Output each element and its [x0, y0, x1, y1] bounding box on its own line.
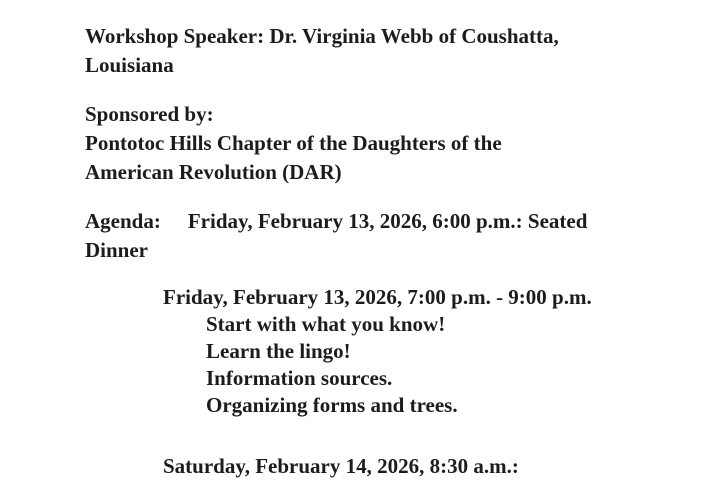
- session-topic: Learn the lingo!: [206, 339, 351, 363]
- next-session-heading: Saturday, February 14, 2026, 8:30 a.m.:: [163, 454, 519, 478]
- session-heading: Friday, February 13, 2026, 7:00 p.m. - 9:00 p.m.: [163, 285, 592, 309]
- speaker-line-continued: Louisiana: [85, 53, 174, 77]
- sponsor-line-continued: American Revolution (DAR): [85, 160, 342, 184]
- session-topic: Information sources.: [206, 366, 393, 390]
- agenda-label: Agenda:: [85, 209, 161, 233]
- agenda-first-line: [85, 207, 587, 236]
- speaker-line: Workshop Speaker: Dr. Virginia Webb of Coushatta,: [85, 24, 559, 48]
- agenda-first-item: Friday, February 13, 2026, 6:00 p.m.: Seated: [187, 209, 588, 233]
- session-topic: Start with what you know!: [206, 312, 446, 336]
- sponsor-line: Pontotoc Hills Chapter of the Daughters of the: [85, 131, 502, 155]
- agenda-first-item-continued: Dinner: [85, 238, 148, 262]
- sponsor-heading: Sponsored by:: [85, 102, 214, 126]
- session-topic: Organizing forms and trees.: [206, 393, 458, 417]
